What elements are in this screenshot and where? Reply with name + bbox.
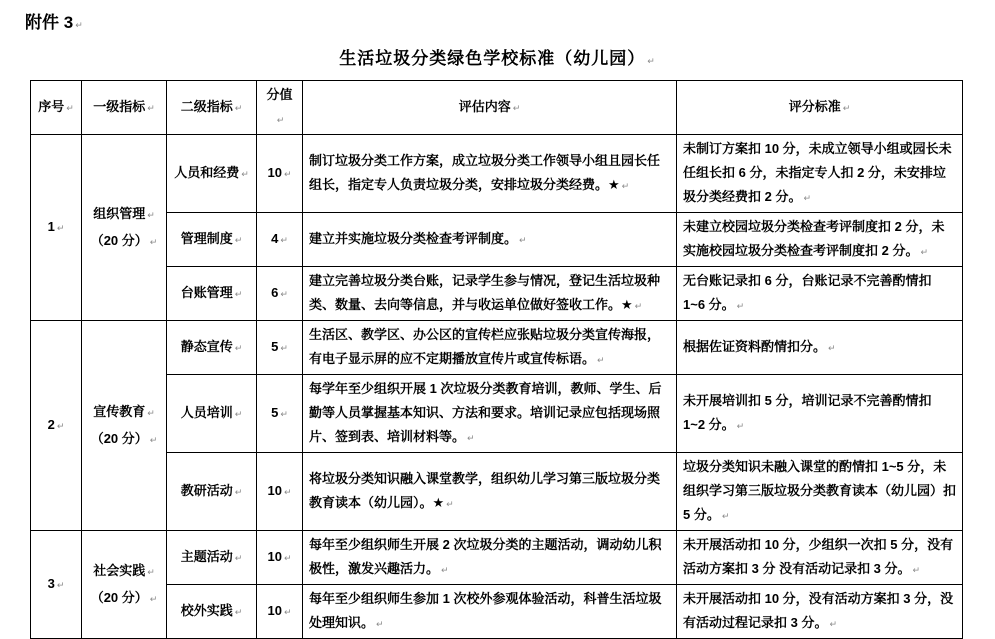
level1-score: （20 分） ↵ bbox=[88, 228, 160, 255]
attachment-label: 附件 3 ↵ bbox=[25, 8, 83, 33]
content-cell: 制订垃圾分类工作方案，成立垃圾分类工作领导小组且园长任组长，指定专人负责垃圾分类，安排垃圾分类经费。★ ↵ bbox=[303, 135, 677, 213]
criteria-cell: 未开展活动扣 10 分，少组织一次扣 5 分，没有活动方案扣 3 分 没有活动记录扣 3 分。 ↵ bbox=[677, 531, 963, 585]
col-header-criteria: 评分标准 ↵ bbox=[677, 81, 963, 135]
level1-cell-2 bbox=[82, 321, 167, 531]
criteria-cell: 未开展活动扣 10 分，没有活动方案扣 3 分，没有活动过程记录扣 3 分。 ↵ bbox=[677, 585, 963, 639]
score-cell: 10 ↵ bbox=[257, 135, 303, 213]
standards-table bbox=[30, 80, 963, 639]
content-cell: 建立完善垃圾分类台账，记录学生参与情况，登记生活垃圾种类、数量、去向等信息，并与收运单位做好签收工作。★ ↵ bbox=[303, 267, 677, 321]
col-header-serial: 序号 ↵ bbox=[31, 81, 82, 135]
level2-cell: 教研活动 ↵ bbox=[167, 453, 257, 531]
score-cell: 10 ↵ bbox=[257, 585, 303, 639]
level2-cell: 静态宣传 ↵ bbox=[167, 321, 257, 375]
serial-cell-1: 1 ↵ bbox=[31, 135, 82, 321]
level1-name: 社会实践 ↵ bbox=[88, 558, 160, 585]
score-cell: 5 ↵ bbox=[257, 375, 303, 453]
level1-name: 宣传教育 ↵ bbox=[88, 399, 160, 426]
level2-cell: 校外实践 ↵ bbox=[167, 585, 257, 639]
score-cell: 4 ↵ bbox=[257, 213, 303, 267]
content-cell: 将垃圾分类知识融入课堂教学，组织幼儿学习第三版垃圾分类教育读本（幼儿园）。★ ↵ bbox=[303, 453, 677, 531]
criteria-cell: 未开展培训扣 5 分，培训记录不完善酌情扣 1~2 分。 ↵ bbox=[677, 375, 963, 453]
content-cell: 建立并实施垃圾分类检查考评制度。 ↵ bbox=[303, 213, 677, 267]
table-row bbox=[31, 585, 963, 639]
standards-table-wrapper bbox=[30, 80, 963, 639]
criteria-cell: 根据佐证资料酌情扣分。 ↵ bbox=[677, 321, 963, 375]
level1-score: （20 分） ↵ bbox=[88, 585, 160, 612]
criteria-cell: 垃圾分类知识未融入课堂的酌情扣 1~5 分，未组织学习第三版垃圾分类教育读本（幼儿园）扣 5 分。 ↵ bbox=[677, 453, 963, 531]
table-row bbox=[31, 531, 963, 585]
page-title: 生活垃圾分类绿色学校标准（幼儿园） ↵ bbox=[0, 44, 995, 69]
table-row bbox=[31, 267, 963, 321]
table-row bbox=[31, 213, 963, 267]
score-cell: 10 ↵ bbox=[257, 453, 303, 531]
col-header-content: 评估内容 ↵ bbox=[303, 81, 677, 135]
content-cell: 生活区、教学区、办公区的宣传栏应张贴垃圾分类宣传海报，有电子显示屏的应不定期播放宣传片或宣传标语。 ↵ bbox=[303, 321, 677, 375]
level2-cell: 台账管理 ↵ bbox=[167, 267, 257, 321]
serial-cell-3: 3 ↵ bbox=[31, 531, 82, 639]
col-header-level1: 一级指标 ↵ bbox=[82, 81, 167, 135]
content-cell: 每年至少组织师生开展 2 次垃圾分类的主题活动，调动幼儿积极性，激发兴趣活力。 ↵ bbox=[303, 531, 677, 585]
score-cell: 10 ↵ bbox=[257, 531, 303, 585]
level1-name: 组织管理 ↵ bbox=[88, 201, 160, 228]
level1-cell-3 bbox=[82, 531, 167, 639]
serial-cell-2: 2 ↵ bbox=[31, 321, 82, 531]
level2-cell: 人员和经费 ↵ bbox=[167, 135, 257, 213]
level2-cell: 管理制度 ↵ bbox=[167, 213, 257, 267]
criteria-cell: 未建立校园垃圾分类检查考评制度扣 2 分，未实施校园垃圾分类检查考评制度扣 2 分。 ↵ bbox=[677, 213, 963, 267]
content-cell: 每年至少组织师生参加 1 次校外参观体验活动，科普生活垃圾处理知识。 ↵ bbox=[303, 585, 677, 639]
level2-cell: 主题活动 ↵ bbox=[167, 531, 257, 585]
table-row bbox=[31, 453, 963, 531]
table-row bbox=[31, 135, 963, 213]
content-cell: 每学年至少组织开展 1 次垃圾分类教育培训，教师、学生、后勤等人员掌握基本知识、方法和要求。培训记录应包括现场照片、签到表、培训材料等。 ↵ bbox=[303, 375, 677, 453]
criteria-cell: 无台账记录扣 6 分，台账记录不完善酌情扣 1~6 分。 ↵ bbox=[677, 267, 963, 321]
table-row bbox=[31, 375, 963, 453]
col-header-level2: 二级指标 ↵ bbox=[167, 81, 257, 135]
table-row bbox=[31, 321, 963, 375]
level2-cell: 人员培训 ↵ bbox=[167, 375, 257, 453]
level1-cell-1 bbox=[82, 135, 167, 321]
col-header-score: 分值 ↵ bbox=[257, 81, 303, 135]
criteria-cell: 未制订方案扣 10 分，未成立领导小组或园长未任组长扣 6 分，未指定专人扣 2 分，未安排垃圾分类经费扣 2 分。 ↵ bbox=[677, 135, 963, 213]
score-cell: 6 ↵ bbox=[257, 267, 303, 321]
score-cell: 5 ↵ bbox=[257, 321, 303, 375]
level1-score: （20 分） ↵ bbox=[88, 426, 160, 453]
table-header-row bbox=[31, 81, 963, 135]
